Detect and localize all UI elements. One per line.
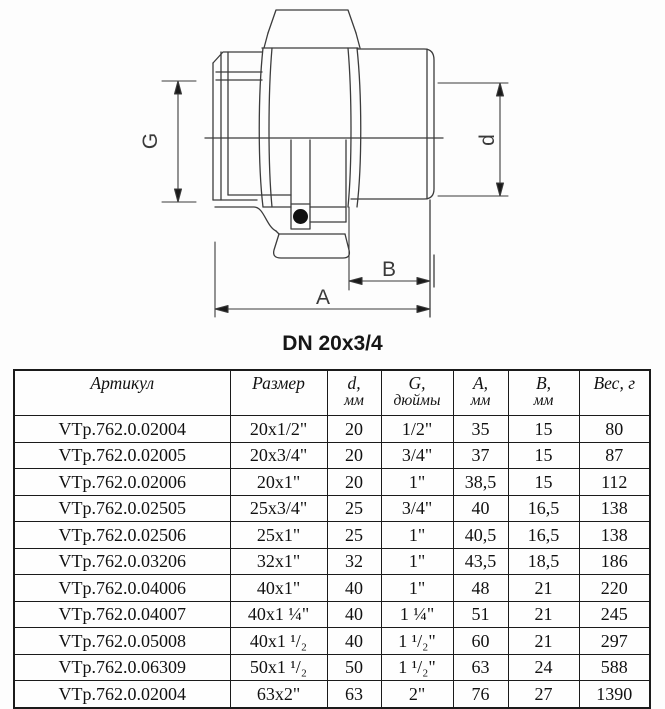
cell-artikul: VTp.762.0.02505 [14, 495, 230, 522]
cell-ves-g: 138 [579, 495, 650, 522]
cell-g-inches: 1" [381, 575, 453, 602]
cell-ves-g: 87 [579, 442, 650, 469]
cell-artikul: VTp.762.0.02506 [14, 522, 230, 549]
drawing-caption: DN 20x3/4 [282, 332, 383, 355]
cell-ves-g: 1390 [579, 681, 650, 708]
dim-label-d: d [476, 134, 499, 146]
cell-ves-g: 588 [579, 654, 650, 681]
cell-ves-g: 245 [579, 601, 650, 628]
cell-d-mm: 20 [327, 442, 381, 469]
cell-razmer: 20x1/2" [230, 416, 327, 443]
cell-g-inches: 1/2" [381, 416, 453, 443]
table-row [14, 469, 650, 496]
cell-razmer: 32x1" [230, 548, 327, 575]
header-row [14, 370, 650, 416]
cell-artikul: VTp.762.0.04006 [14, 575, 230, 602]
cell-b-mm: 21 [508, 575, 579, 602]
table-row [14, 601, 650, 628]
table-row [14, 654, 650, 681]
cell-b-mm: 24 [508, 654, 579, 681]
cell-razmer: 25x1" [230, 522, 327, 549]
cell-b-mm: 15 [508, 442, 579, 469]
cell-artikul: VTp.762.0.02004 [14, 681, 230, 708]
table-row [14, 575, 650, 602]
cell-ves-g: 138 [579, 522, 650, 549]
cell-a-mm: 60 [453, 628, 508, 655]
cell-artikul: VTp.762.0.02006 [14, 469, 230, 496]
cell-ves-g: 186 [579, 548, 650, 575]
cell-d-mm: 40 [327, 628, 381, 655]
cell-a-mm: 43,5 [453, 548, 508, 575]
seal-assembly [291, 140, 346, 229]
cell-g-inches: 1 ¹/₂" [381, 628, 453, 655]
table-row [14, 416, 650, 443]
cell-ves-g: 112 [579, 469, 650, 496]
cell-razmer: 40x1 ¹/₂ [230, 628, 327, 655]
cell-d-mm: 40 [327, 575, 381, 602]
col-header-g-inches: G, дюймы [381, 370, 453, 416]
cell-g-inches: 1" [381, 548, 453, 575]
cell-g-inches: 1" [381, 469, 453, 496]
table-row [14, 442, 650, 469]
cell-razmer: 40x1" [230, 575, 327, 602]
cell-d-mm: 20 [327, 469, 381, 496]
cell-a-mm: 63 [453, 654, 508, 681]
spec-table-body [14, 416, 650, 708]
cell-artikul: VTp.762.0.05008 [14, 628, 230, 655]
col-header-ves-g: Вес, г [579, 370, 650, 416]
cell-a-mm: 48 [453, 575, 508, 602]
cell-a-mm: 35 [453, 416, 508, 443]
dim-label-b: B [381, 258, 397, 281]
cell-razmer: 20x1" [230, 469, 327, 496]
dim-label-a: A [315, 286, 331, 309]
col-header-d-mm: d, мм [327, 370, 381, 416]
table-row [14, 628, 650, 655]
cell-razmer: 50x1 ¹/₂ [230, 654, 327, 681]
table-row [14, 495, 650, 522]
dimension-g [162, 81, 196, 202]
cell-a-mm: 76 [453, 681, 508, 708]
cell-ves-g: 80 [579, 416, 650, 443]
cell-b-mm: 15 [508, 469, 579, 496]
cell-ves-g: 297 [579, 628, 650, 655]
cell-d-mm: 25 [327, 522, 381, 549]
cell-artikul: VTp.762.0.06309 [14, 654, 230, 681]
cell-b-mm: 27 [508, 681, 579, 708]
cell-a-mm: 40,5 [453, 522, 508, 549]
left-nut [213, 52, 291, 231]
cell-g-inches: 3/4" [381, 495, 453, 522]
cell-d-mm: 25 [327, 495, 381, 522]
cell-artikul: VTp.762.0.02004 [14, 416, 230, 443]
cell-a-mm: 51 [453, 601, 508, 628]
cell-b-mm: 15 [508, 416, 579, 443]
cell-a-mm: 40 [453, 495, 508, 522]
col-header-razmer: Размер [230, 370, 327, 416]
cell-razmer: 25x3/4" [230, 495, 327, 522]
cell-g-inches: 3/4" [381, 442, 453, 469]
cell-razmer: 63x2" [230, 681, 327, 708]
cell-d-mm: 32 [327, 548, 381, 575]
cell-d-mm: 40 [327, 601, 381, 628]
cell-b-mm: 16,5 [508, 495, 579, 522]
cell-razmer: 20x3/4" [230, 442, 327, 469]
cell-ves-g: 220 [579, 575, 650, 602]
cell-b-mm: 16,5 [508, 522, 579, 549]
cell-g-inches: 1" [381, 522, 453, 549]
cell-b-mm: 21 [508, 601, 579, 628]
table-row [14, 548, 650, 575]
cell-artikul: VTp.762.0.02005 [14, 442, 230, 469]
cell-g-inches: 1 ¼" [381, 601, 453, 628]
col-header-artikul: Артикул [14, 370, 230, 416]
col-header-b-mm: B, мм [508, 370, 579, 416]
o-ring-seal [293, 209, 308, 224]
dim-label-g: G [139, 132, 162, 150]
table-row [14, 522, 650, 549]
table-row [14, 681, 650, 708]
cell-artikul: VTp.762.0.03206 [14, 548, 230, 575]
spec-table-head [14, 370, 650, 416]
cell-razmer: 40x1 ¼" [230, 601, 327, 628]
cell-artikul: VTp.762.0.04007 [14, 601, 230, 628]
cell-d-mm: 20 [327, 416, 381, 443]
cell-d-mm: 63 [327, 681, 381, 708]
cell-g-inches: 2" [381, 681, 453, 708]
cell-a-mm: 38,5 [453, 469, 508, 496]
cell-b-mm: 18,5 [508, 548, 579, 575]
cell-b-mm: 21 [508, 628, 579, 655]
col-header-a-mm: A, мм [453, 370, 508, 416]
cell-a-mm: 37 [453, 442, 508, 469]
cell-g-inches: 1 ¹/₂" [381, 654, 453, 681]
cell-d-mm: 50 [327, 654, 381, 681]
spec-table [13, 369, 651, 709]
